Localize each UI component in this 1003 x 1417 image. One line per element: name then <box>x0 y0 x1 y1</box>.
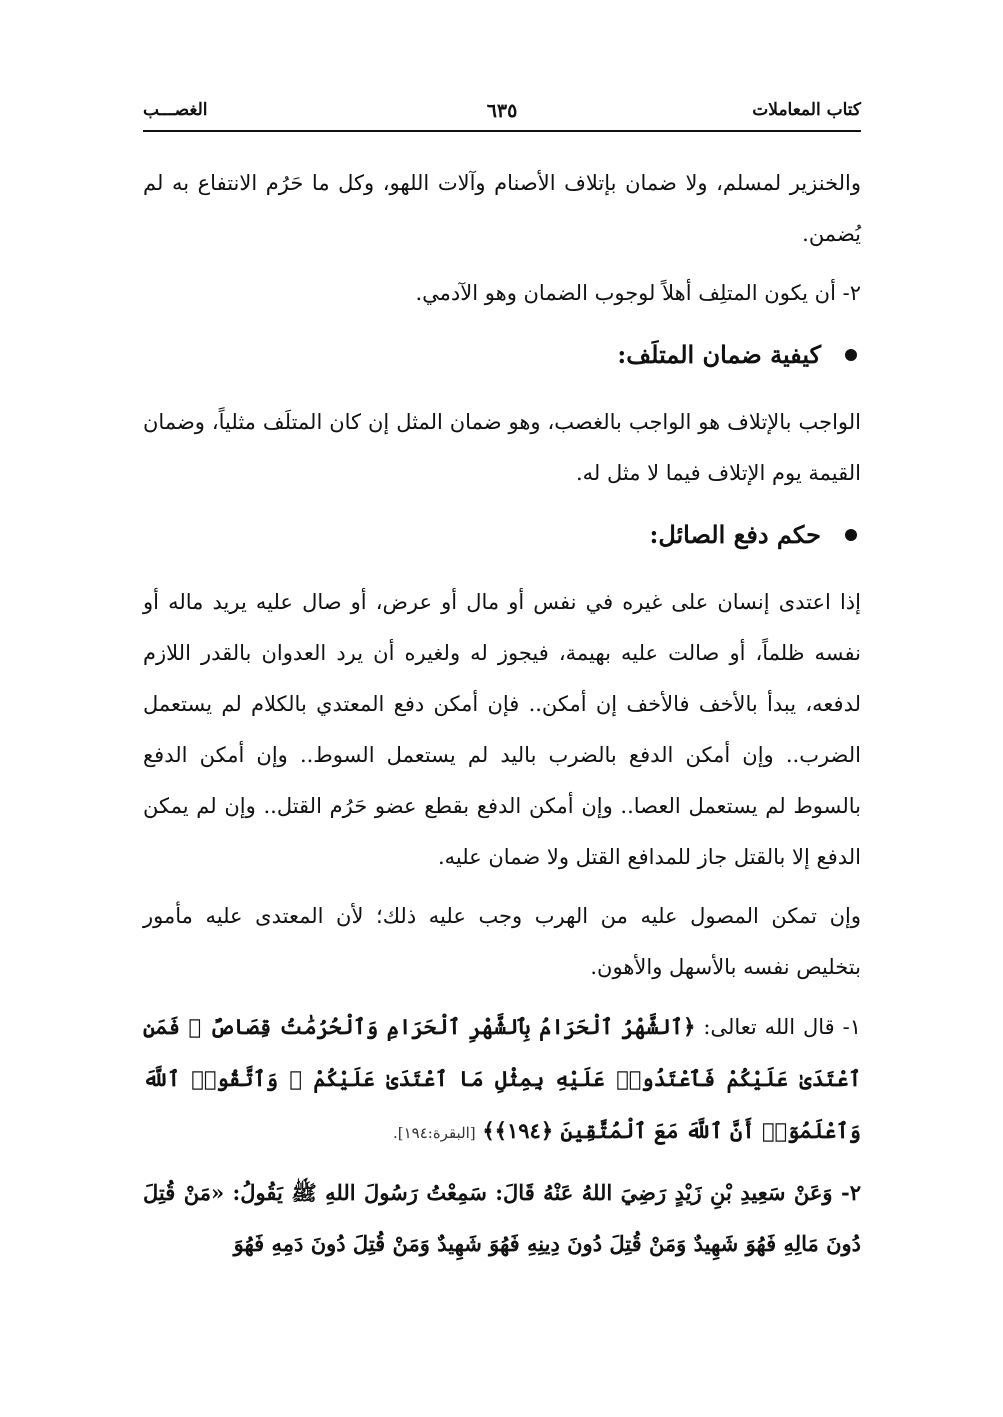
paragraph-aggressor: إذا اعتدى إنسان على غيره في نفس أو مال أو عرض، أو صال عليه يريد ماله أو نفسه ظلماً، أو صالت عليه بهيمة، فيجوز له ولغيره أن يرد العدوان بالقدر اللازم لدفعه، يبدأ بالأخف فالأخف إن أمكن.. فإن أمكن دفع المعتدي بالكلام لم يستعمل الضرب.. وإن أمكن الدفع بالضرب باليد لم يستعمل السوط.. وإن أمكن الدفع بالسوط لم يستعمل العصا.. وإن أمكن الدفع بقطع عضو حَرُم القتل.. وإن لم يمكن الدفع إلا بالقتل جاز للمدافع القتل ولا ضمان عليه. <box>143 590 861 869</box>
evidence-item-2: ٢- وَعَنْ سَعِيدِ بْنِ زَيْدٍ رَضِيَ اللهُ عَنْهُ قَالَ: سَمِعْتُ رَسُولَ اللهِ ﷺ يَقُولُ: «مَنْ قُتِلَ دُونَ مَالِهِ فَهُوَ شَهِيدٌ وَمَنْ قُتِلَ دُونَ دِينِهِ فَهُوَ شَهِيدٌ وَمَنْ قُتِلَ دُونَ دَمِهِ فَهُوَ <box>143 1180 861 1256</box>
chapter-title: الغصـــب <box>143 100 208 120</box>
paragraph-guarantee: الواجب بالإتلاف هو الواجب بالغصب، وهو ضمان المثل إن كان المتلَف مثلياً، وضمان القيمة يوم الإتلاف فيما لا مثل له. <box>143 410 861 485</box>
bullet-icon <box>845 529 857 541</box>
verse-reference: [البقرة:١٩٤]. <box>392 1124 476 1142</box>
page-body <box>143 158 861 1277</box>
page-header <box>143 100 861 130</box>
bullet-icon <box>845 349 857 361</box>
document-page <box>143 0 861 1417</box>
heading-text: حكم دفع الصائل: <box>649 520 821 549</box>
section-heading-guarantee <box>143 327 861 383</box>
book-title: كتاب المعاملات <box>752 100 861 120</box>
verse-close-brace: ﴾ <box>482 1118 495 1143</box>
evidence-item-1 <box>143 1001 861 1159</box>
page-number: ٦٣٥ <box>486 100 518 122</box>
evidence-intro: ١- قال الله تعالى: <box>703 1015 861 1039</box>
header-rule <box>143 130 861 132</box>
heading-text: كيفية ضمان المتلَف: <box>617 340 821 369</box>
paragraph-continued: والخنزير لمسلم، ولا ضمان بإتلاف الأصنام وآلات اللهو، وكل ما حَرُم الانتفاع به لم يُضمن. <box>143 171 861 246</box>
verse-open-brace: ﴿ <box>683 1014 696 1039</box>
quran-verse: ٱلشَّهْرُ ٱلْحَرَامُ بِٱلشَّهْرِ ٱلْحَرَامِ وَٱلْحُرُمَٰتُ قِصَاصٌ ۚ فَمَنِ ٱعْتَدَىٰ عَلَيْكُمْ فَٱعْتَدُوا۟ عَلَيْهِ بِمِثْلِ مَا ٱعْتَدَىٰ عَلَيْكُمْ ۚ وَٱتَّقُوا۟ ٱللَّهَ وَٱعْلَمُوٓا۟ أَنَّ ٱللَّهَ مَعَ ٱلْمُتَّقِينَ ﴿١٩٤﴾ <box>143 1014 861 1143</box>
section-heading-aggressor <box>143 507 861 563</box>
paragraph-escape: وإن تمكن المصول عليه من الهرب وجب عليه ذلك؛ لأن المعتدى عليه مأمور بتخليص نفسه بالأسهل والأهون. <box>143 904 861 979</box>
condition-item-2: ٢- أن يكون المتلِف أهلاً لوجوب الضمان وهو الآدمي. <box>415 281 861 305</box>
